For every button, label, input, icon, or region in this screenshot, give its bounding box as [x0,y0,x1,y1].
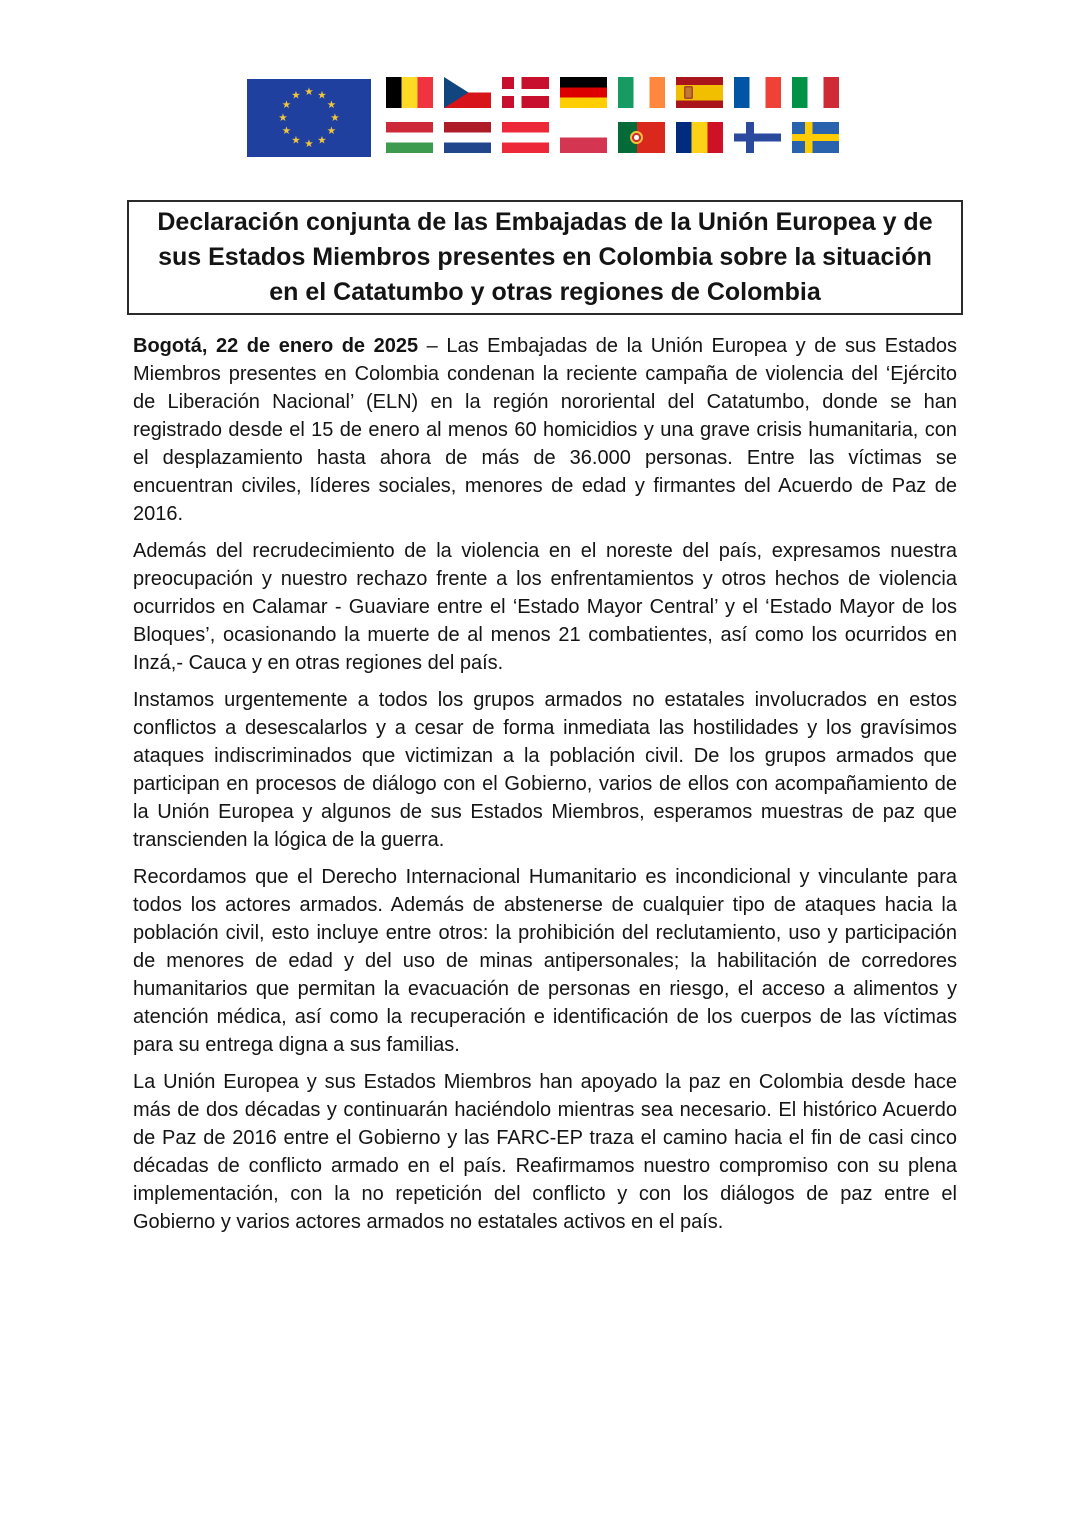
flag-ireland [618,77,665,108]
paragraph: Instamos urgentemente a todos los grupos armados no estatales involucrados en estos conflictos a desescalarlos y a cesar de forma inmediata las hostilidades y los gravísimos ataques indiscriminados que victimizan a la población civil. De los grupos armados que participan en procesos de diálogo con el Gobierno, varios de ellos con acompañamiento de la Unión Europea y algunos de sus Estados Miembros, esperamos muestras de paz que transcienden la lógica de la guerra. [133,689,957,851]
flag-denmark [502,77,549,108]
title-line: Declaración conjunta de las Embajadas de la Unión Europea y de [157,208,933,236]
paragraph: Además del recrudecimiento de la violencia en el noreste del país, expresamos nuestra preocupación y nuestro rechazo frente a los enfrentamientos y otros hechos de violencia ocurridos en Calamar - Guaviare entre el ‘Estado Mayor Central’ y el ‘Estado Mayor de los Bloques’, ocasionando la muerte de al menos 21 combatientes, así como los ocurridos en Inzá,- Cauca y en otras regiones del país. [133,540,957,674]
eu-star-icon: ★ [291,89,301,102]
flag-france [734,77,781,108]
paragraph: Bogotá, 22 de enero de 2025 – Las Embajadas de la Unión Europea y de sus Estados Miembros presentes en Colombia condenan la reciente campaña de violencia del ‘Ejército de Liberación Nacional’ (ELN) en la región nororiental del Catatumbo, donde se han registrado desde el 15 de enero al menos 60 homicidios y una grave crisis humanitaria, con el desplazamiento hasta ahora de más de 36.000 personas. Entre las víctimas se encuentran civiles, líderes sociales, menores de edad y firmantes del Acuerdo de Paz de 2016. [133,335,957,525]
eu-star-icon: ★ [326,125,337,137]
member-state-flags-grid [386,77,839,153]
flag-czechia [444,77,491,108]
title-line: sus Estados Miembros presentes en Colombia sobre la situación [158,243,932,271]
document-body [133,332,957,1245]
title-line: en el Catatumbo y otras regiones de Colombia [269,278,821,306]
flag-sweden [792,122,839,153]
eu-star-icon: ★ [304,138,314,150]
eu-star-icon: ★ [304,86,314,98]
flag-belgium [386,77,433,108]
eu-star-icon: ★ [281,99,292,111]
eu-star-icon: ★ [281,125,292,137]
flag-hungary [386,122,433,153]
flag-germany [560,77,607,108]
title-box [127,200,963,315]
flag-netherlands [444,122,491,153]
eu-stars-circle [247,79,371,157]
paragraph: Recordamos que el Derecho Internacional Humanitario es incondicional y vinculante para todos los actores armados. Además de abstenerse de cualquier tipo de ataques hacia la población civil, esto incluye entre otros: la prohibición del reclutamiento, uso y participación de menores de edad y del uso de minas antipersonales; la habilitación de corredores humanitarios que permitan la evacuación de personas en riesgo, el acceso a alimentos y atención médica, así como la recuperación e identificación de los cuerpos de las víctimas para su entrega digna a sus familias. [133,866,957,1056]
eu-star-icon: ★ [330,112,340,124]
eu-star-icon: ★ [278,112,288,124]
flag-finland [734,122,781,153]
eu-star-icon: ★ [291,134,301,147]
flag-romania [676,122,723,153]
flag-poland [560,122,607,153]
eu-star-icon: ★ [317,134,327,147]
eu-flag [247,79,371,157]
flag-italy [792,77,839,108]
paragraph: La Unión Europea y sus Estados Miembros han apoyado la paz en Colombia desde hace más de dos décadas y continuarán haciéndolo mientras sea necesario. El histórico Acuerdo de Paz de 2016 entre el Gobierno y las FARC-EP traza el camino hacia el fin de casi cinco décadas de conflicto armado en el país. Reafirmamos nuestro compromiso con su plena implementación, con la no repetición del conflicto y con los diálogos de paz entre el Gobierno y varios actores armados no estatales activos en el país. [133,1071,957,1233]
eu-star-icon: ★ [326,99,337,111]
flag-spain [676,77,723,108]
dateline: Bogotá, 22 de enero de 2025 [133,335,419,357]
flag-portugal [618,122,665,153]
flag-austria [502,122,549,153]
eu-star-icon: ★ [317,89,327,102]
